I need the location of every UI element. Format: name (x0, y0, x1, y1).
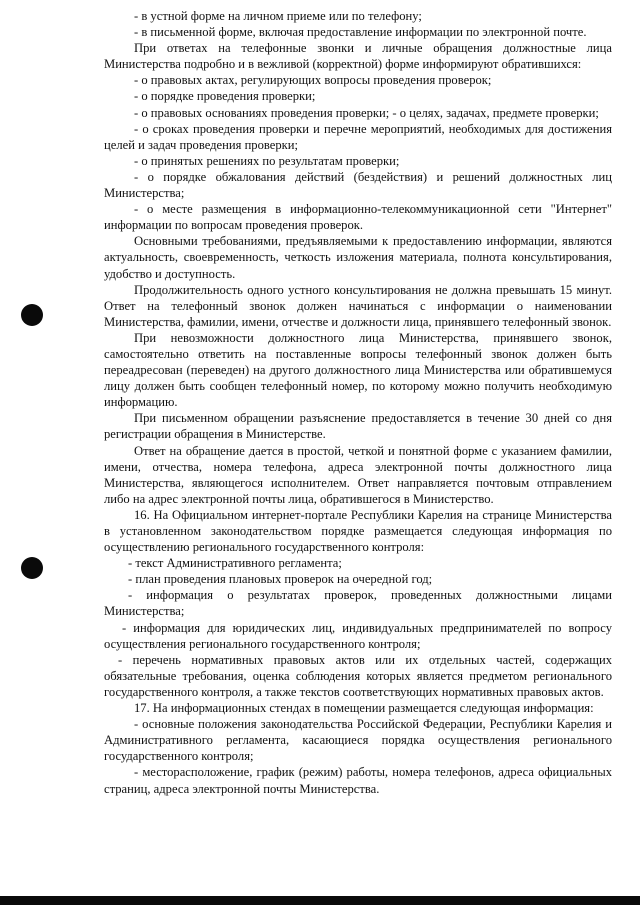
paragraph: Основными требованиями, предъявляемыми к предоставлению информации, являются актуальность, своевременность, четкость изложения материала, полнота консультирования, удобство и доступность. (104, 234, 612, 281)
list-item: - информация о результатах проверок, проведенных должностными лицами Министерства; (104, 588, 612, 619)
paragraph: - о порядке проведения проверки; (134, 89, 316, 104)
paragraph: При письменном обращении разъяснение предоставляется в течение 30 дней со дня регистрации обращения в Министерстве. (104, 411, 612, 442)
punch-hole-top (21, 304, 43, 326)
list-item: - информация для юридических лиц, индивидуальных предпринимателей по вопросу осуществления регионального государственного контроля; (104, 620, 612, 651)
punch-hole-bottom (21, 557, 43, 579)
paragraph: - о сроках проведения проверки и перечне мероприятий, необходимых для достижения целей и задач проведения проверки; (104, 121, 612, 152)
paragraph: - о правовых основаниях проведения проверки; - о целях, задачах, предмете проверки; (134, 105, 599, 120)
paragraph: - в письменной форме, включая предоставление информации по электронной почте. (134, 25, 587, 40)
list-item: - план проведения плановых проверок на очередной год; (128, 572, 433, 587)
list-item: - основные положения законодательства Российской Федерации, Республики Карелия и Административного регламента, касающиеся порядка осуществления регионального государственного контроля; (104, 717, 612, 764)
document-body (104, 8, 612, 797)
paragraph: Ответ на обращение дается в простой, четкой и понятной форме с указанием фамилии, имени, отчества, номера телефона, адреса электронной почты должностного лица Министерства, являющегося исполнителем. Ответ направляется почтовым отправлением либо на адрес электронной почты лица, обратившегося в Министерство. (104, 443, 612, 506)
paragraph: При невозможности должностного лица Министерства, принявшего звонок, самостоятельно ответить на поставленные вопросы телефонный звонок должен быть переадресован (переведен) на другого должностного лица Министерства или обратившемуся лицу должен быть сообщен телефонный номер, по которому можно получить необходимую информацию. (104, 330, 612, 410)
scan-edge-bar (0, 896, 640, 905)
paragraph: - о правовых актах, регулирующих вопросы проведения проверок; (134, 73, 492, 88)
paragraph: Продолжительность одного устного консультирования не должна превышать 15 минут. Ответ на телефонный звонок должен начинаться с информации о наименовании Министерства, фамилии, имени, отчестве и должности лица, принявшего телефонный звонок. (104, 282, 612, 329)
paragraph: - о порядке обжалования действий (бездействия) и решений должностных лиц Министерства; (104, 169, 612, 201)
list-item: - месторасположение, график (режим) работы, номера телефонов, адреса официальных страниц, адреса электронной почты Министерства. (104, 765, 612, 796)
section-17-paragraph: 17. На информационных стендах в помещении размещается следующая информация: (134, 701, 594, 716)
section-16-paragraph: 16. На Официальном интернет-портале Республики Карелия на странице Министерства в установленном законодательством порядке размещается следующая информация по осуществлению регионального государственного контроля: (104, 507, 612, 555)
list-item: - перечень нормативных правовых актов или их отдельных частей, содержащих обязательные требования, оценка соблюдения которых является предметом регионального государственного контроля, а также текстов соответствующих нормативных правовых актов. (104, 652, 612, 699)
paragraph: - в устной форме на личном приеме или по телефону; (134, 9, 422, 23)
paragraph: - о принятых решениях по результатам проверки; (134, 153, 400, 168)
list-item: - текст Административного регламента; (128, 556, 342, 571)
paragraph: При ответах на телефонные звонки и личные обращения должностные лица Министерства подробно и в вежливой (корректной) форме информируют обратившихся: (104, 41, 612, 72)
paragraph: - о месте размещения в информационно-телекоммуникационной сети "Интернет" информации по вопросам проведения проверок. (104, 202, 612, 233)
